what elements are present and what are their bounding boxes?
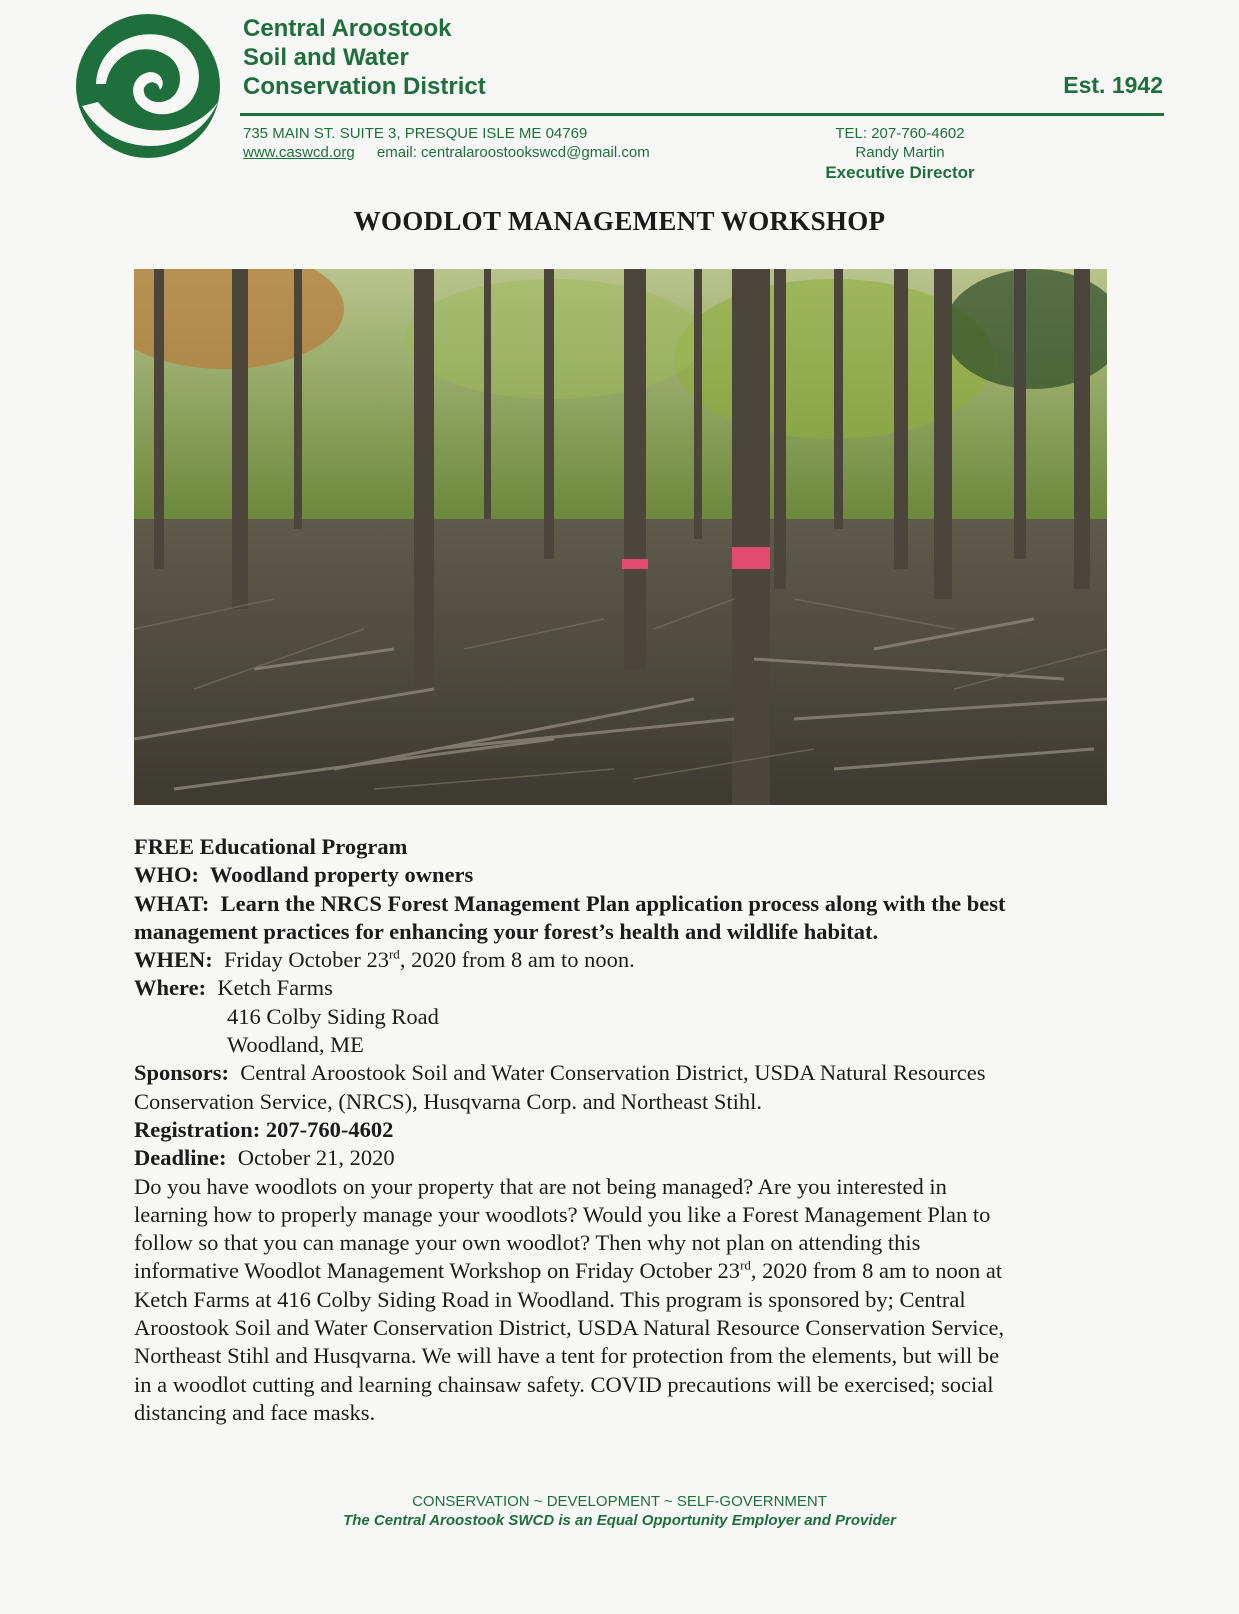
org-line-2: Soil and Water	[243, 44, 409, 71]
description-line: Northeast Stihl and Husqvarna. We will have a tent for protection from the elements, but will be	[134, 1343, 1000, 1369]
description-paragraph	[134, 1173, 1114, 1428]
sponsors-value-2: Conservation Service, (NRCS), Husqvarna Corp. and Northeast Stihl.	[134, 1088, 763, 1114]
organization-name	[243, 14, 486, 101]
page-title: WOODLOT MANAGEMENT WORKSHOP	[353, 206, 886, 236]
who-value: Woodland property owners	[209, 862, 474, 888]
when-date: Friday October 23	[224, 947, 389, 973]
district-logo-icon	[72, 10, 224, 162]
when-value	[224, 947, 635, 972]
org-line-3: Conservation District	[243, 73, 486, 100]
footer-motto: CONSERVATION ~ DEVELOPMENT ~ SELF-GOVERNMENT	[412, 1493, 827, 1510]
deadline-value: October 21, 2020	[237, 1145, 395, 1171]
when-time: , 2020 from 8 am to noon.	[399, 947, 635, 973]
deadline-line	[134, 1144, 1114, 1172]
where-line	[134, 974, 1114, 1002]
deadline-label: Deadline:	[134, 1145, 227, 1171]
description-line: distancing and face masks.	[134, 1399, 376, 1425]
what-line-1	[134, 890, 1114, 918]
header-divider	[240, 113, 1164, 116]
description-line: in a woodlot cutting and learning chainsaw safety. COVID precautions will be exercised; social	[134, 1371, 994, 1397]
forest-photo	[134, 269, 1107, 805]
who-line	[134, 861, 1114, 889]
description-line: Ketch Farms at 416 Colby Siding Road in Woodland. This program is sponsored by; Central	[134, 1286, 966, 1312]
description-text: informative Woodlot Management Workshop on Friday October 23	[134, 1258, 741, 1284]
director-title: Executive Director	[825, 163, 975, 182]
where-value-2: 416 Colby Siding Road	[227, 1003, 439, 1029]
contact-block	[790, 124, 1010, 184]
event-details	[134, 833, 1114, 1427]
street-address: 735 MAIN ST. SUITE 3, PRESQUE ISLE ME 04769	[243, 125, 588, 142]
description-line: Do you have woodlots on your property that are not being managed? Are you interested in	[134, 1173, 947, 1199]
description-line: learning how to properly manage your woodlots? Would you like a Forest Management Plan to	[134, 1201, 991, 1227]
sponsors-label: Sponsors:	[134, 1060, 230, 1086]
director-name: Randy Martin	[855, 144, 945, 161]
description-text: , 2020 from 8 am to noon at	[750, 1258, 1003, 1284]
what-value-1: Learn the NRCS Forest Management Plan application process along with the best	[220, 890, 1006, 916]
equal-opportunity-statement: The Central Aroostook SWCD is an Equal Opportunity Employer and Provider	[343, 1512, 896, 1529]
description-line	[134, 1257, 1114, 1285]
description-line: Aroostook Soil and Water Conservation District, USDA Natural Resource Conservation Service,	[134, 1315, 1005, 1341]
sponsors-value-1: Central Aroostook Soil and Water Conservation District, USDA Natural Resources	[240, 1060, 986, 1086]
email-address: email: centralaroostookswcd@gmail.com	[376, 144, 650, 161]
where-label: Where:	[134, 975, 207, 1001]
where-value-1: Ketch Farms	[217, 975, 333, 1001]
where-value-3: Woodland, ME	[227, 1032, 364, 1058]
when-label: WHEN:	[134, 947, 213, 973]
telephone: TEL: 207-760-4602	[835, 125, 965, 142]
footer	[0, 1492, 1239, 1530]
what-label: WHAT:	[134, 890, 210, 916]
registration-line: Registration: 207-760-4602	[134, 1116, 394, 1142]
sponsors-line	[134, 1059, 1114, 1087]
program-type: FREE Educational Program	[134, 834, 408, 859]
date-suffix: rd	[740, 1257, 751, 1273]
established-year: Est. 1942	[1063, 72, 1163, 98]
when-line	[134, 946, 1114, 974]
website-link[interactable]: www.caswcd.org	[243, 144, 355, 161]
address-block	[243, 124, 650, 162]
what-value-2: management practices for enhancing your forest’s health and wildlife habitat.	[134, 918, 879, 944]
when-date-suffix: rd	[388, 946, 400, 962]
org-line-1: Central Aroostook	[243, 15, 452, 42]
description-line: follow so that you can manage your own woodlot? Then why not plan on attending this	[134, 1230, 921, 1256]
who-label: WHO:	[134, 862, 199, 888]
